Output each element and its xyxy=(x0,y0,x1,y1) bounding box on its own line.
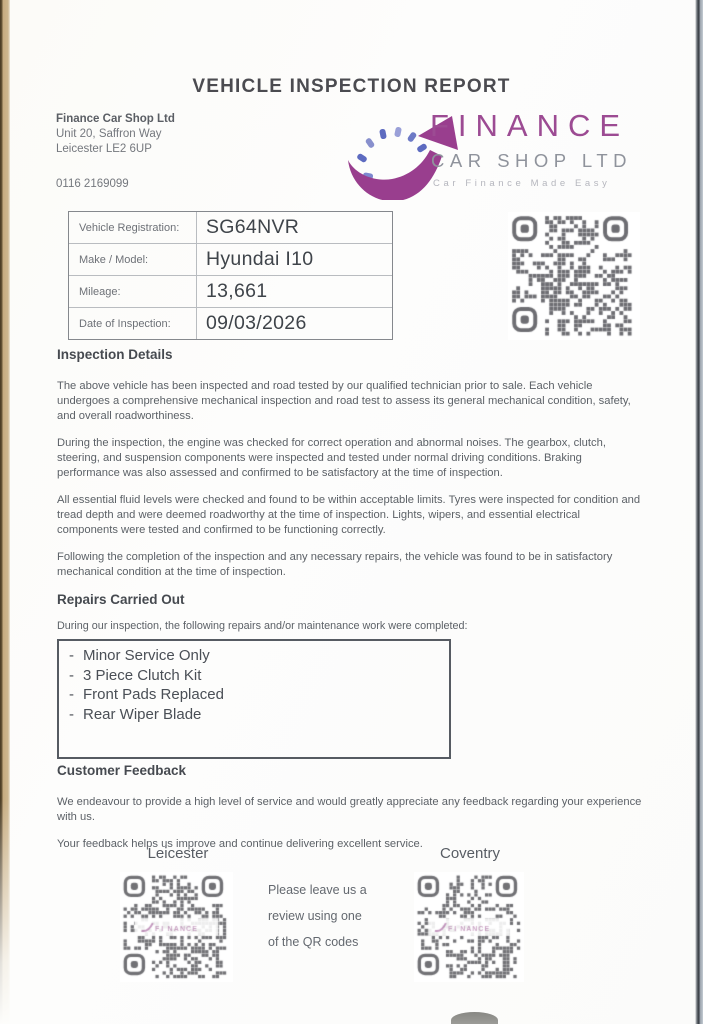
repairs-intro: During our inspection, the following repairs and/or maintenance work were completed: xyxy=(57,620,468,632)
qr-note-line: of the QR codes xyxy=(268,935,359,949)
inspection-paragraph: During the inspection, the engine was checked for correct operation and abnormal noises. The gearbox, clutch, steering, and suspension components were inspected and tested under normal driving conditions. Braking performance was also assessed and confirmed to be satisfactory at the time of inspection. xyxy=(57,437,606,479)
table-row xyxy=(69,276,392,308)
table-row xyxy=(69,244,392,276)
scan-edge-right xyxy=(695,0,703,1024)
inspection-details-heading: Inspection Details xyxy=(57,347,173,362)
customer-feedback-heading: Customer Feedback xyxy=(57,763,187,778)
scan-artifact-blob xyxy=(451,1012,498,1024)
row-value: 13,661 xyxy=(206,280,268,302)
qr-note-line: Please leave us a xyxy=(268,883,367,897)
company-address-line2: Leicester LE2 6UP xyxy=(56,143,152,155)
location-label-coventry: Coventry xyxy=(439,845,501,862)
feedback-paragraph: Your feedback helps us improve and continue delivering excellent service. xyxy=(57,838,423,850)
row-value: SG64NVR xyxy=(206,216,300,238)
repair-item-label: Rear Wiper Blade xyxy=(83,705,202,723)
company-address-line1: Unit 20, Saffron Way xyxy=(56,128,162,140)
logo-tagline: Car Finance Made Easy xyxy=(433,178,611,189)
coventry-qr-code xyxy=(414,872,524,982)
qr-note xyxy=(268,884,367,962)
repair-item xyxy=(69,666,441,686)
bullet: - xyxy=(69,647,74,664)
company-block xyxy=(56,112,175,192)
qr-note-line: review using one xyxy=(268,909,362,923)
report-body xyxy=(57,347,642,864)
location-label-leicester: Leicester xyxy=(147,845,209,862)
repair-item xyxy=(69,646,441,666)
logo-wordmark: FINANCE xyxy=(430,108,630,143)
feedback-paragraph: We endeavour to provide a high level of service and would greatly appreciate any feedback regarding your experience with us. xyxy=(57,796,642,823)
logo-subtitle: CAR SHOP LTD xyxy=(431,150,633,171)
vehicle-details-table xyxy=(68,211,393,340)
row-value: 09/03/2026 xyxy=(206,312,307,334)
repairs-box xyxy=(57,639,451,759)
report-title: VEHICLE INSPECTION REPORT xyxy=(192,76,511,97)
repair-item-label: 3 Piece Clutch Kit xyxy=(83,666,202,684)
repair-item-label: Front Pads Replaced xyxy=(83,686,224,703)
bullet: - xyxy=(69,705,74,723)
bullet: - xyxy=(69,686,74,703)
inspection-paragraph: The above vehicle has been inspected and road tested by our qualified technician prior to sale. Each vehicle undergoes a comprehensive mechanical inspection and road test to assess its general mechanical condition, safety, and overall roadworthiness. xyxy=(57,380,631,422)
inspection-paragraph: Following the completion of the inspection and any necessary repairs, the vehicle was found to be in satisfactory mechanical condition at the time of inspection. xyxy=(57,551,613,578)
row-label: Date of Inspection: xyxy=(69,308,197,339)
row-label: Vehicle Registration: xyxy=(69,212,197,243)
inspection-paragraph: All essential fluid levels were checked and found to be within acceptable limits. Tyres were inspected for condition and tread depth and were deemed roadworthy at the time of inspection. Lights, wipers, and essential electrical components were tested and confirmed to be functioning correctly. xyxy=(57,494,641,536)
row-value: Hyundai I10 xyxy=(206,248,314,270)
bullet: - xyxy=(69,666,74,684)
table-row xyxy=(69,212,392,244)
repair-item xyxy=(69,705,441,725)
repairs-heading: Repairs Carried Out xyxy=(57,592,185,607)
repair-item-label: Minor Service Only xyxy=(83,647,210,664)
leicester-qr-code xyxy=(120,872,233,982)
row-label: Make / Model: xyxy=(69,244,197,275)
vehicle-qr-code xyxy=(508,212,640,340)
scan-edge-left xyxy=(0,0,10,1024)
table-row xyxy=(69,308,392,339)
company-phone: 0116 2169099 xyxy=(56,178,129,190)
repair-item xyxy=(69,685,441,705)
row-label: Mileage: xyxy=(69,276,197,307)
brand-logo xyxy=(346,108,646,202)
company-name: Finance Car Shop Ltd xyxy=(56,113,175,125)
